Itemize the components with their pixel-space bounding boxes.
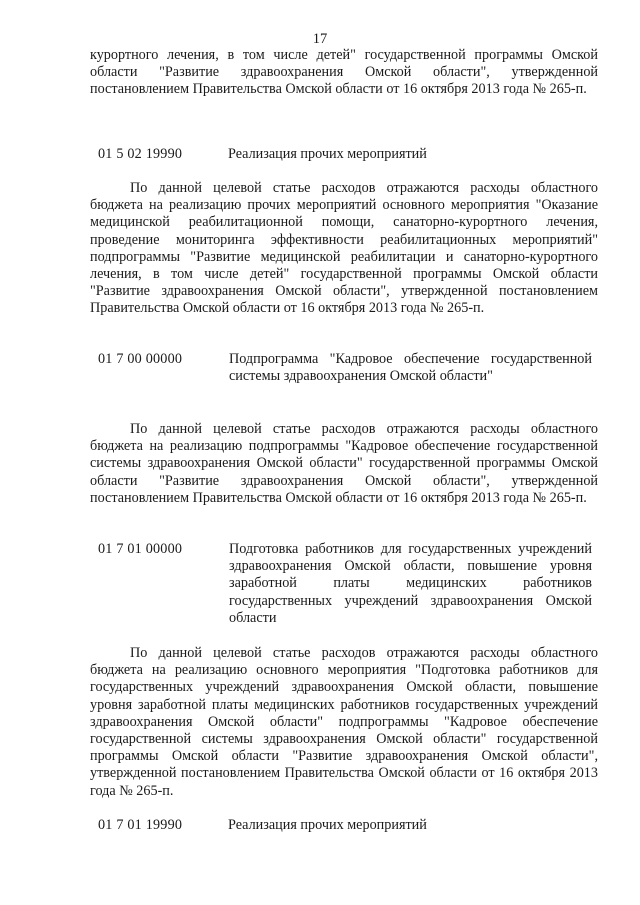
budget-item-title: Реализация прочих мероприятий [228, 817, 427, 833]
description-paragraph: По данной целевой статье расходов отражаются расходы областного бюджета на реализацию подпрограммы "Кадровое обеспечение государственной системы здравоохранения Омской области" государственной программы Омской области "Развитие здравоохранения Омской области", утвержденной постановлением Правительства Омской области от 16 октября 2013 года № 265-п. [90, 421, 598, 506]
budget-item-heading [98, 146, 592, 163]
budget-code: 01 7 01 00000 [98, 541, 183, 557]
page-number: 17 [312, 31, 328, 47]
description-paragraph: По данной целевой статье расходов отражаются расходы областного бюджета на реализацию прочих мероприятий основного мероприятия "Оказание медицинской реабилитационной помощи, санаторно-курортного лечения, проведение мониторинга эффективности реабилитационных мероприятий" подпрограммы "Развитие медицинской реабилитации и санаторно-курортного лечения, в том числе детей" государственной программы Омской области "Развитие здравоохранения Омской области", утвержденной постановлением Правительства Омской области от 16 октября 2013 года № 265-п. [90, 180, 598, 317]
budget-code: 01 7 00 00000 [98, 351, 183, 367]
budget-item-title: Реализация прочих мероприятий [228, 146, 427, 162]
budget-item-title: Подпрограмма "Кадровое обеспечение государственной системы здравоохранения Омской области" [229, 351, 592, 385]
budget-item-heading [98, 541, 592, 627]
budget-code: 01 7 01 19990 [98, 817, 183, 833]
budget-item-title: Подготовка работников для государственных учреждений здравоохранения Омской области, повышение уровня заработной платы медицинских работников государственных учреждений здравоохранения Омской области [229, 541, 592, 626]
budget-item-heading [98, 817, 592, 834]
continuation-paragraph: курортного лечения, в том числе детей" государственной программы Омской области "Развитие здравоохранения Омской области", утвержденной постановлением Правительства Омской области от 16 октября 2013 года № 265-п. [90, 47, 598, 98]
description-paragraph: По данной целевой статье расходов отражаются расходы областного бюджета на реализацию основного мероприятия "Подготовка работников для государственных учреждений здравоохранения Омской области, повышение уровня заработной платы медицинских работников государственных учреждений здравоохранения Омской области" подпрограммы "Кадровое обеспечение государственной системы здравоохранения Омской области" государственной программы Омской области "Развитие здравоохранения Омской области", утвержденной постановлением Правительства Омской области от 16 октября 2013 года № 265-п. [90, 645, 598, 799]
budget-item-heading [98, 351, 592, 385]
budget-code: 01 5 02 19990 [98, 146, 183, 162]
